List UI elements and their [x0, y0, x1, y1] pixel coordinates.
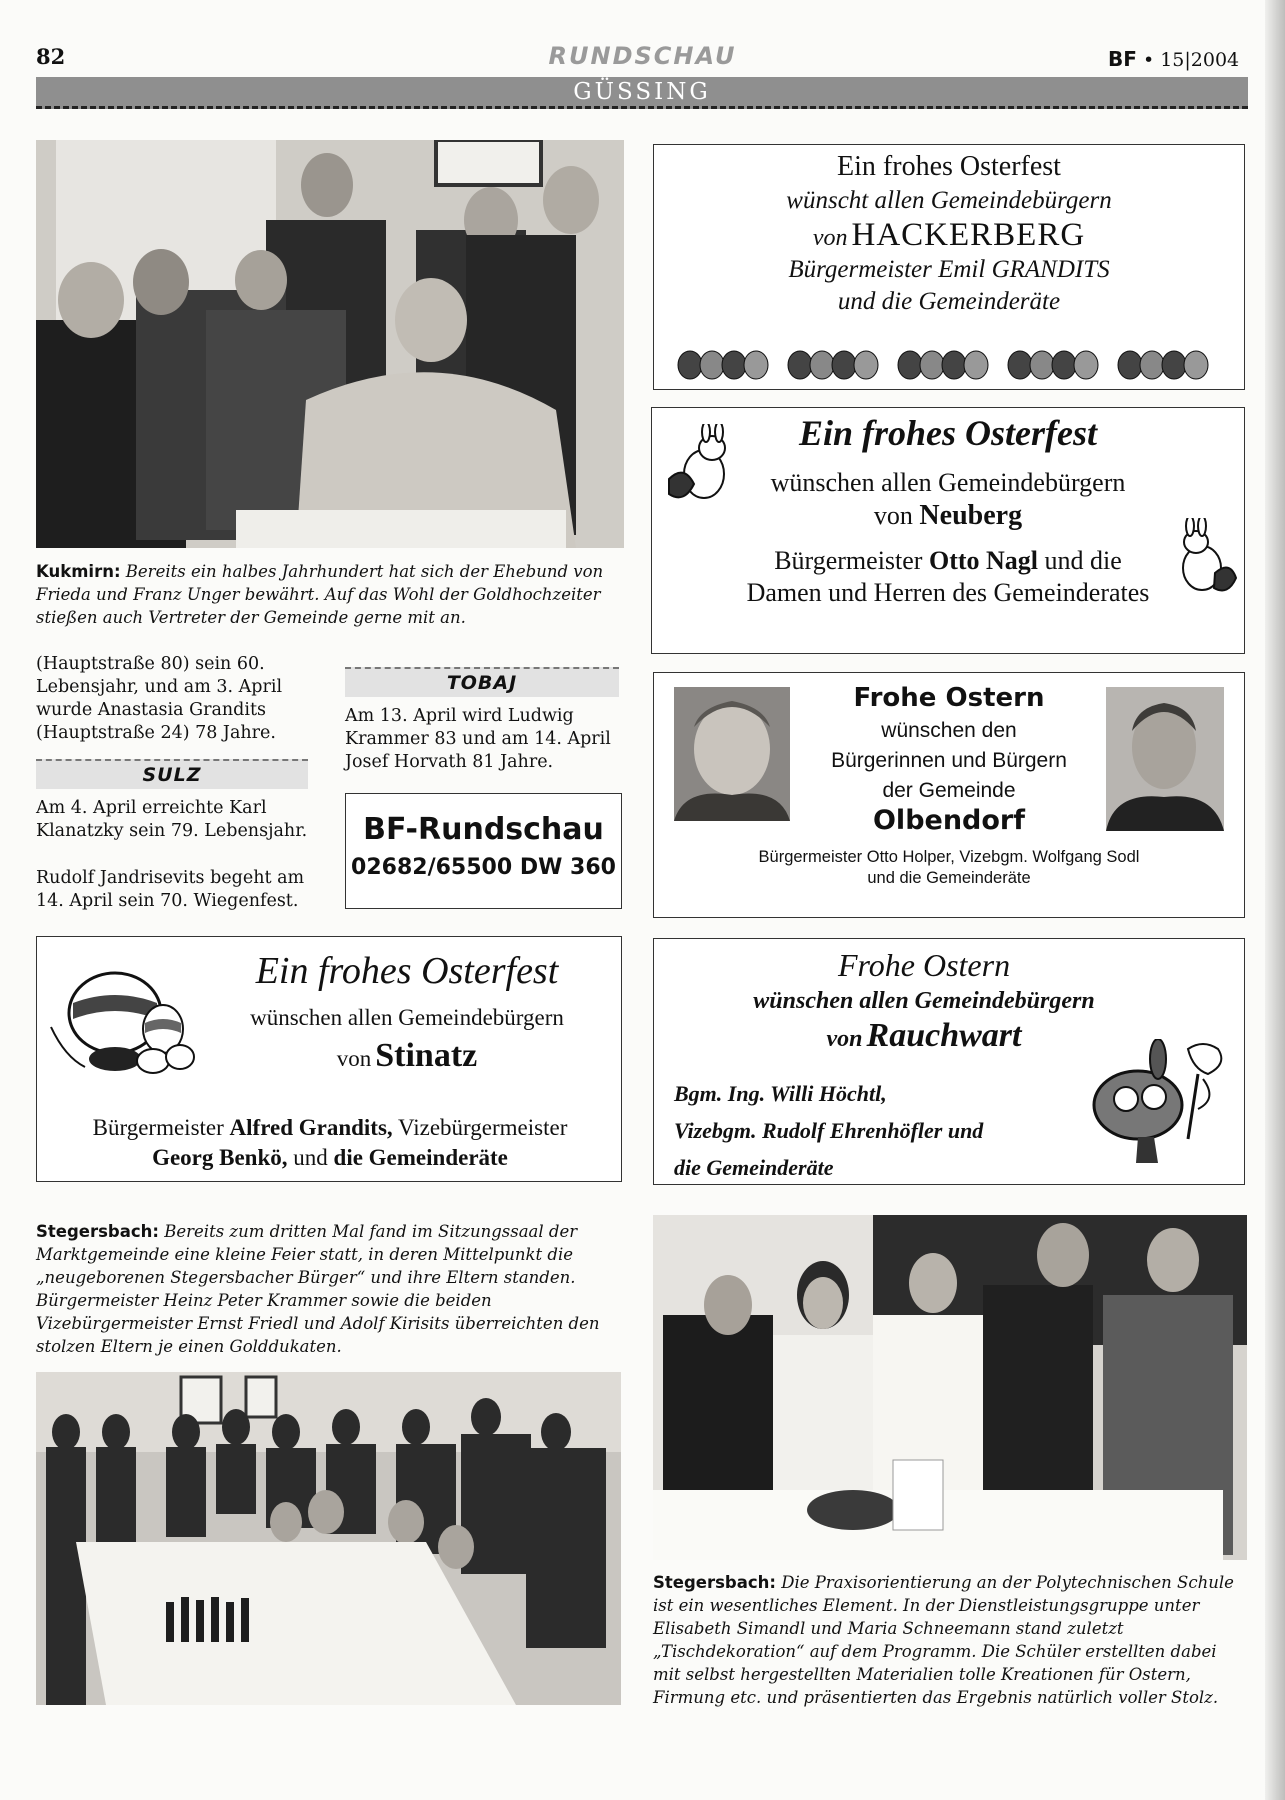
bunny-icon — [664, 424, 738, 510]
easter-chicks-icon — [45, 957, 205, 1077]
sulz-heading: SULZ — [36, 759, 308, 789]
hackerberg-line1: Ein frohes Osterfest — [837, 151, 1061, 182]
rauchwart-von: von — [826, 1026, 863, 1052]
tobaj-text: Am 13. April wird Ludwig Krammer 83 und am 14. April Josef Horvath 81 Jahre. — [345, 706, 611, 772]
stinatz-council: die Gemeinderäte — [333, 1145, 508, 1170]
stinatz-mayor: Alfred Grandits, — [229, 1115, 393, 1140]
stinatz-line4 — [37, 1115, 623, 1141]
hackerberg-name: HACKERBERG — [851, 217, 1086, 253]
issue-info — [1108, 47, 1239, 71]
issue-brand: BF — [1108, 47, 1137, 71]
neuberg-title: Ein frohes Osterfest — [798, 413, 1098, 453]
kukmirn-caption-text: Bereits ein halbes Jahrhundert hat sich der Ehebund von Frieda und Franz Unger bewährt. Auf das Wohl der Goldhochzeiter stießen auch Vertreter der Gemeinde gerne mit an. — [36, 562, 604, 627]
ad-neuberg — [651, 407, 1245, 654]
article-paragraph: (Hauptstraße 80) sein 60. Lebensjahr, und am 3. April wurde Anastasia Grandits (Hauptstraße 24) 78 Jahre. — [36, 654, 283, 743]
hackerberg-line3 — [654, 217, 1244, 254]
neuberg-mayor: Otto Nagl — [928, 546, 1039, 575]
stinatz-header — [197, 949, 617, 1075]
issue-number: 15|2004 — [1160, 49, 1240, 71]
stinatz-bgm: Bürgermeister — [92, 1115, 224, 1140]
stinatz-title: Ein frohes Osterfest — [255, 950, 559, 992]
sulz-text-1: Am 4. April erreichte Karl Klanatzky sein 79. Lebensjahr. — [36, 798, 308, 841]
rauchwart-line5: Vizebgm. Rudolf Ehrenhöfler und — [674, 1118, 984, 1143]
hackerberg-line4: Bürgermeister Emil GRANDITS — [788, 256, 1110, 283]
hackerberg-von: von — [812, 225, 848, 251]
neuberg-name: Neuberg — [919, 500, 1023, 531]
page-edge — [1265, 0, 1285, 1800]
stegersbach-place-1: Stegersbach: — [36, 1222, 159, 1241]
kukmirn-photo — [36, 140, 624, 548]
stegersbach-caption-text-1: Bereits zum dritten Mal fand im Sitzungssaal der Marktgemeinde eine kleine Feier statt, in deren Mittelpunkt die „neugeborenen Stegersbacher Bürger“ und ihre Eltern standen. Bürgermeister Heinz Peter Krammer sowie die beiden Vizebürgermeister Ernst Friedl und Adolf Kirisits überreichten den stolzen Eltern je einen Golddukaten. — [36, 1222, 600, 1356]
olbendorf-line4: der Gemeinde — [882, 779, 1016, 802]
neuberg-line4 — [652, 546, 1244, 576]
page-number: 82 — [36, 44, 66, 69]
rauchwart-line4: Bgm. Ing. Willi Höchtl, — [674, 1081, 887, 1106]
bf-rundschau-phone: 02682/65500 DW 360 — [351, 855, 616, 880]
stegersbach-caption-2 — [653, 1571, 1247, 1709]
neuberg-von: von — [873, 501, 913, 530]
neuberg-line3 — [652, 500, 1244, 532]
neuberg-und: und die — [1044, 546, 1122, 575]
issue-separator: • — [1142, 49, 1155, 71]
stegersbach-photo-1 — [36, 1372, 621, 1705]
neuberg-line2: wünschen allen Gemeindebürgern — [770, 468, 1126, 497]
vice-mayor-portrait — [1106, 687, 1224, 831]
ad-rauchwart — [653, 938, 1245, 1185]
olbendorf-line2: wünschen den — [881, 719, 1017, 742]
rauchwart-line6: die Gemeinderäte — [674, 1155, 834, 1180]
section-title: GÜSSING — [573, 79, 711, 105]
rauchwart-title: Frohe Ostern — [837, 947, 1011, 983]
stinatz-von: von — [336, 1046, 372, 1071]
rauchwart-signature — [674, 1075, 1094, 1186]
stinatz-line5 — [37, 1145, 623, 1171]
tobaj-heading: TOBAJ — [345, 667, 619, 697]
ad-hackerberg — [653, 144, 1245, 390]
neuberg-line5: Damen und Herren des Gemeinderates — [746, 578, 1150, 607]
hackerberg-line5: und die Gemeinderäte — [837, 288, 1061, 315]
olbendorf-name: Olbendorf — [872, 805, 1025, 836]
bf-rundschau-title: BF-Rundschau — [363, 812, 604, 847]
stegersbach-caption-1 — [36, 1220, 626, 1358]
rauchwart-line2: wünschen allen Gemeindebürgern — [753, 988, 1095, 1014]
stinatz-vice-mayor: Georg Benkö, — [152, 1145, 288, 1170]
stinatz-vice-label: Vizebürgermeister — [398, 1115, 568, 1140]
rauchwart-name: Rauchwart — [866, 1017, 1022, 1054]
ad-stinatz — [36, 936, 622, 1182]
publication-title: RUNDSCHAU — [548, 42, 737, 70]
olbendorf-line3: Bürgerinnen und Bürgern — [831, 749, 1067, 772]
bunny-icon — [1170, 518, 1240, 598]
easter-eggs-border-icon — [670, 343, 1228, 383]
kukmirn-caption — [36, 560, 626, 629]
stegersbach-caption-text-2: Die Praxisorientierung an der Polytechnischen Schule ist ein wesentliches Element. In der Dienstleistungsgruppe unter Elisabeth Simandl und Maria Schneemann stand zuletzt „Tischdekoration“ auf dem Programm. Die Schüler erstellten dabei mit selbst hergestellten Materialien tolle Kreationen für Ostern, Firmung etc. und präsentierten das Ergebnis natürlich voller Stolz. — [653, 1573, 1234, 1707]
stinatz-line3 — [197, 1037, 617, 1075]
bunny-with-flowers-icon — [1078, 1039, 1238, 1169]
hackerberg-line2: wünscht allen Gemeindebürgern — [786, 187, 1112, 214]
stinatz-line2: wünschen allen Gemeindebürgern — [250, 1005, 564, 1030]
olbendorf-title: Frohe Ostern — [853, 683, 1045, 713]
ad-olbendorf — [653, 672, 1245, 918]
stinatz-und: und — [293, 1145, 328, 1170]
neuberg-bgm: Bürgermeister — [774, 546, 923, 575]
sulz-text-2: Rudolf Jandrisevits begeht am 14. April sein 70. Wiegenfest. — [36, 868, 305, 911]
olbendorf-footer-2: und die Gemeinderäte — [867, 869, 1031, 887]
olbendorf-footer-1: Bürgermeister Otto Holper, Vizebgm. Wolfgang Sodl — [758, 848, 1140, 866]
mayor-portrait — [674, 687, 790, 821]
bf-rundschau-box — [345, 793, 622, 909]
kukmirn-place: Kukmirn: — [36, 562, 121, 581]
stinatz-name: Stinatz — [375, 1037, 478, 1074]
stegersbach-place-2: Stegersbach: — [653, 1573, 776, 1592]
stegersbach-photo-2 — [653, 1215, 1247, 1560]
